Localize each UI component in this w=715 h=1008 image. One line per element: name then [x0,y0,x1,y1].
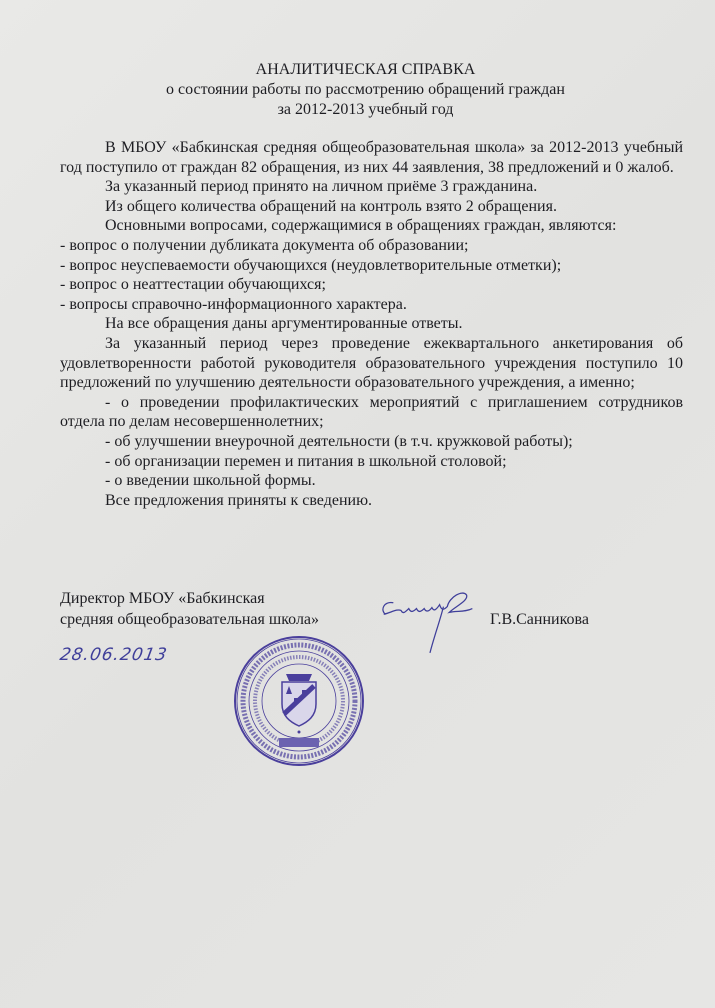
paragraph-reception: За указанный период принято на личном приёме 3 гражданина. [105,178,538,196]
document-subtitle: о состоянии работы по рассмотрению обращений граждан [166,81,565,98]
paragraph-answers: На все обращения даны аргументированные ответы. [105,315,463,333]
paragraph-survey: За указанный период через проведение ежеквартального анкетирования об удовлетворенности работой руководителя образовательного учреждения поступило 10 предложений по улучшению деятельности образовательного учреждения, а именно; [60,334,683,392]
coat-of-arms-icon [282,674,316,726]
proposal-item: - о введении школьной формы. [105,472,316,490]
official-stamp [232,634,366,768]
paragraph-closing: Все предложения приняты к сведению. [105,491,373,509]
paragraph-issues-intro: Основными вопросами, содержащимися в обращениях граждан, являются: [105,217,617,235]
proposal-item: - об улучшении внеурочной деятельности (в т.ч. кружковой работы); [105,432,573,450]
paragraph-control: Из общего количества обращений на контроль взято 2 обращения. [105,197,557,215]
issue-item: - вопрос неуспеваемости обучающихся (неудовлетворительные отметки); [60,256,562,274]
issue-item: - вопрос о получении дубликата документа об образовании; [60,236,469,254]
handwritten-signature [376,588,482,658]
document-body [60,138,683,510]
signer-position-line2: средняя общеобразовательная школа» [60,611,320,628]
document-title: АНАЛИТИЧЕСКАЯ СПРАВКА [255,61,476,78]
issue-item: - вопрос о неаттестации обучающихся; [60,276,326,294]
paragraph-summary: В МБОУ «Бабкинская средняя общеобразовательная школа» за 2012-2013 учебный год поступило от граждан 82 обращения, из них 44 заявления, 38 предложений и 0 жалоб. [60,139,683,176]
signer-position-line1: Директор МБОУ «Бабкинская [60,590,265,607]
signer-name: Г.В.Санникова [490,611,589,628]
proposal-item: - о проведении профилактических мероприятий с приглашением сотрудников отдела по делам несовершеннолетних; [60,393,683,431]
issue-item: - вопросы справочно-информационного характера. [60,295,407,313]
handwritten-date: 28.06.2013 [58,645,170,665]
document-period: за 2012-2013 учебный год [277,101,454,118]
proposal-item: - об организации перемен и питания в школьной столовой; [105,452,507,470]
